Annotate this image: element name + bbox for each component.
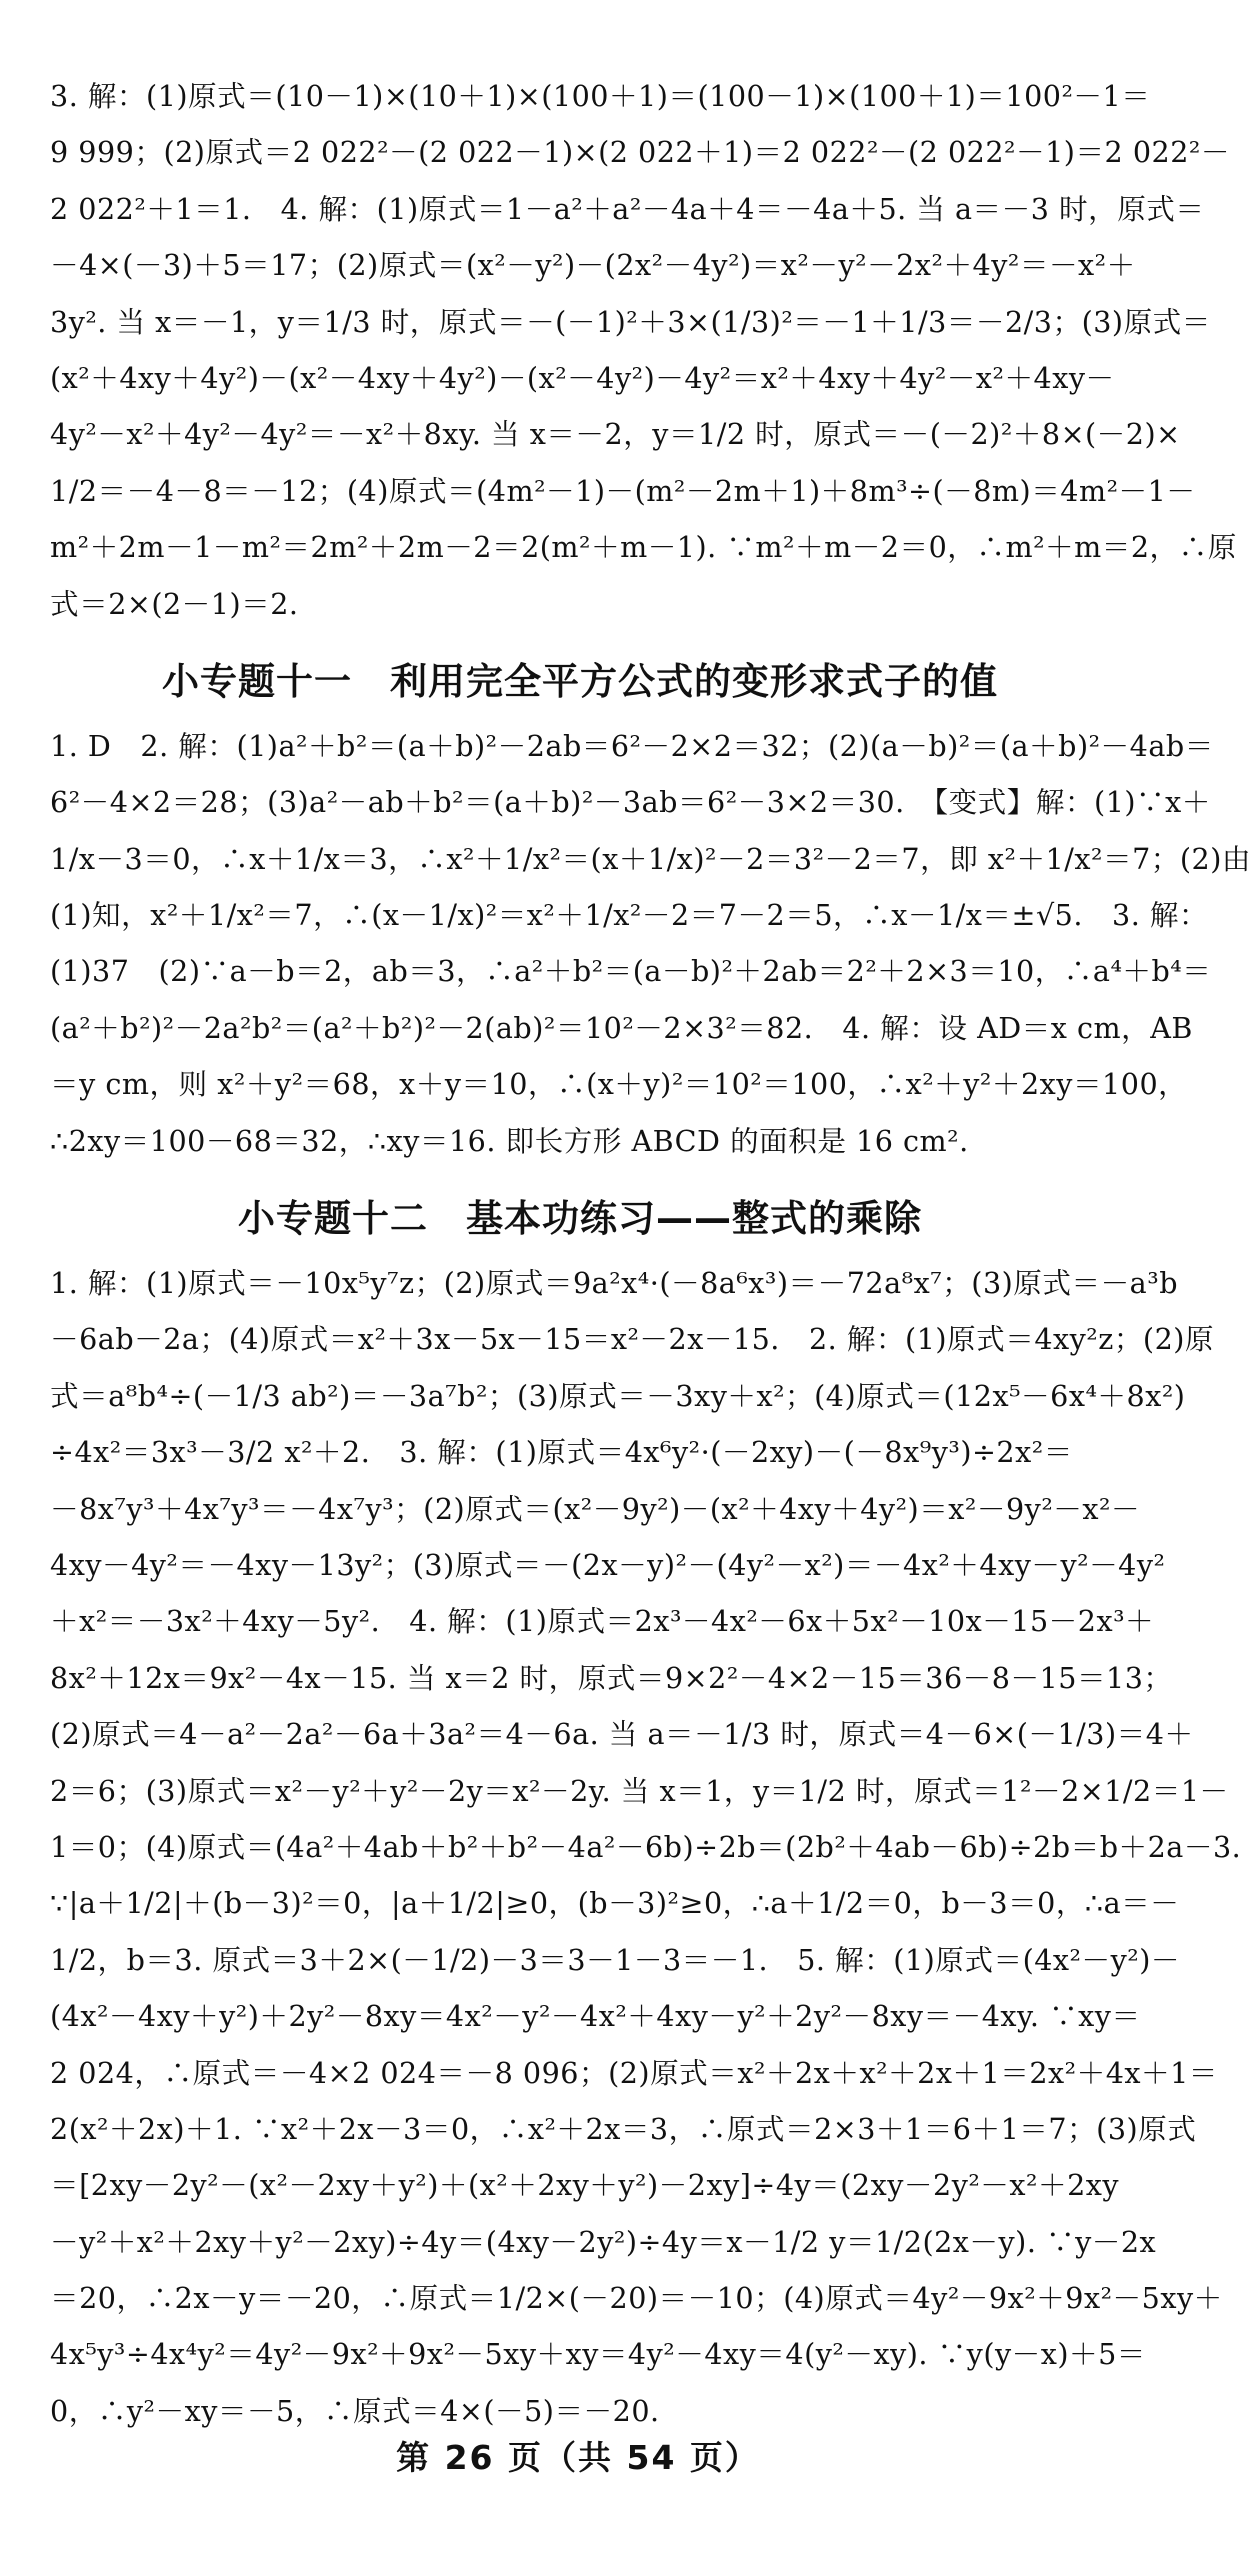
answer-line: －6ab－2a；(4)原式＝x²＋3x－5x－15＝x²－2x－15. 2. 解：(1)原式＝4xy²z；(2)原 (50, 1322, 1215, 1357)
answer-line: ∵|a＋1/2|＋(b－3)²＝0，|a＋1/2|≥0，(b－3)²≥0，∴a＋1/2＝0，b－3＝0，∴a＝－ (50, 1886, 1180, 1921)
answer-line: ＝y cm，则 x²＋y²＝68，x＋y＝10，∴(x＋y)²＝10²＝100，∴x²＋y²＋2xy＝100， (50, 1067, 1188, 1102)
answer-line: 6²－4×2＝28；(3)a²－ab＋b²＝(a＋b)²－3ab＝6²－3×2＝30. 【变式】解：(1)∵x＋ (50, 785, 1211, 820)
answer-line: ÷4x²＝3x³－3/2 x²＋2. 3. 解：(1)原式＝4x⁶y²·(－2xy)－(－8x⁹y³)÷2x²＝ (50, 1435, 1073, 1470)
section-heading-11: 小专题十一 利用完全平方公式的变形求式子的值 (162, 659, 998, 703)
answer-line: (2)原式＝4－a²－2a²－6a＋3a²＝4－6a. 当 a＝－1/3 时，原式＝4－6×(－1/3)＝4＋ (50, 1717, 1194, 1752)
answer-line: 4x⁵y³÷4x⁴y²＝4y²－9x²＋9x²－5xy＋xy＝4y²－4xy＝4(y²－xy). ∵y(y－x)＋5＝ (50, 2337, 1146, 2372)
answer-line: 2(x²＋2x)＋1. ∵x²＋2x－3＝0，∴x²＋2x＝3，∴原式＝2×3＋1＝6＋1＝7；(3)原式 (50, 2111, 1197, 2146)
answer-line: (4x²－4xy＋y²)＋2y²－8xy＝4x²－y²－4x²＋4xy－y²＋2y²－8xy＝－4xy. ∵xy＝ (50, 1999, 1141, 2034)
answer-line: 1/x－3＝0，∴x＋1/x＝3，∴x²＋1/x²＝(x＋1/x)²－2＝3²－2＝7，即 x²＋1/x²＝7；(2)由 (50, 841, 1251, 876)
section-12-answers (50, 1255, 1242, 2439)
answer-line: 1. 解：(1)原式＝－10x⁵y⁷z；(2)原式＝9a²x⁴·(－8a⁶x³)＝－72a⁸x⁷；(3)原式＝－a³b (50, 1266, 1179, 1301)
section-heading-12: 小专题十二 基本功练习——整式的乘除 (238, 1197, 922, 1241)
answer-line: 4y²－x²＋4y²－4y²＝－x²＋8xy. 当 x＝－2，y＝1/2 时，原式＝－(－2)²＋8×(－2)× (50, 417, 1181, 452)
answer-line: (1)知，x²＋1/x²＝7，∴(x－1/x)²＝x²＋1/x²－2＝7－2＝5，∴x－1/x＝±√5. 3. 解： (50, 898, 1209, 933)
answer-line: 式＝2×(2－1)＝2. (50, 586, 299, 621)
answer-line: (a²＋b²)²－2a²b²＝(a²＋b²)²－2(ab)²＝10²－2×3²＝82. 4. 解：设 AD＝x cm，AB (50, 1010, 1193, 1045)
answer-line: 3y². 当 x＝－1，y＝1/3 时，原式＝－(－1)²＋3×(1/3)²＝－1＋1/3＝－2/3；(3)原式＝ (50, 304, 1211, 339)
answer-line: ＝[2xy－2y²－(x²－2xy＋y²)＋(x²＋2xy＋y²)－2xy]÷4y＝(2xy－2y²－x²＋2xy (50, 2168, 1120, 2203)
answer-line: 1＝0；(4)原式＝(4a²＋4ab＋b²＋b²－4a²－6b)÷2b＝(2b²＋4ab－6b)÷2b＝b＋2a－3. (50, 1829, 1242, 1864)
answer-line: －4×(－3)＋5＝17；(2)原式＝(x²－y²)－(2x²－4y²)＝x²－y²－2x²＋4y²＝－x²＋ (50, 248, 1136, 283)
answer-line: 8x²＋12x＝9x²－4x－15. 当 x＝2 时，原式＝9×2²－4×2－15＝36－8－15＝13； (50, 1660, 1173, 1695)
answer-line: －y²＋x²＋2xy＋y²－2xy)÷4y＝(4xy－2y²)÷4y＝x－1/2 y＝1/2(2x－y). ∵y－2x (50, 2224, 1157, 2259)
answer-line: m²＋2m－1－m²＝2m²＋2m－2＝2(m²＋m－1). ∵m²＋m－2＝0，∴m²＋m＝2，∴原 (50, 530, 1237, 565)
answer-line: 1/2，b＝3. 原式＝3＋2×(－1/2)－3＝3－1－3＝－1. 5. 解：(1)原式＝(4x²－y²)－ (50, 1942, 1180, 1977)
section-continued-answers (50, 68, 1237, 632)
answer-line: 9 999；(2)原式＝2 022²－(2 022－1)×(2 022＋1)＝2 022²－(2 022²－1)＝2 022²－ (50, 135, 1230, 170)
answer-line: 3. 解：(1)原式＝(10－1)×(10＋1)×(100＋1)＝(100－1)×(100＋1)＝100²－1＝ (50, 79, 1151, 113)
answer-line: 2 024，∴原式＝－4×2 024＝－8 096；(2)原式＝x²＋2x＋x²＋2x＋1＝2x²＋4x＋1＝ (50, 2055, 1218, 2090)
page-number: 第 26 页（共 54 页） (396, 2438, 760, 2477)
answer-line: ∴2xy＝100－68＝32，∴xy＝16. 即长方形 ABCD 的面积是 16 cm². (50, 1123, 969, 1158)
answer-line: 1/2＝－4－8＝－12；(4)原式＝(4m²－1)－(m²－2m＋1)＋8m³÷(－8m)＝4m²－1－ (50, 473, 1196, 508)
answer-line: (x²＋4xy＋4y²)－(x²－4xy＋4y²)－(x²－4y²)－4y²＝x²＋4xy＋4y²－x²＋4xy－ (50, 360, 1115, 395)
answer-line: 2＝6；(3)原式＝x²－y²＋y²－2y＝x²－2y. 当 x＝1，y＝1/2 时，原式＝1²－2×1/2＝1－ (50, 1773, 1229, 1808)
section-11-answers (50, 718, 1251, 1169)
answer-line: 0，∴y²－xy＝－5，∴原式＝4×(－5)＝－20. (50, 2393, 660, 2428)
answer-line: ＝20，∴2x－y＝－20，∴原式＝1/2×(－20)＝－10；(4)原式＝4y²－9x²＋9x²－5xy＋ (50, 2281, 1223, 2316)
answer-line: 2 022²＋1＝1. 4. 解：(1)原式＝1－a²＋a²－4a＋4＝－4a＋5. 当 a＝－3 时，原式＝ (50, 191, 1205, 226)
answer-line: 4xy－4y²＝－4xy－13y²；(3)原式＝－(2x－y)²－(4y²－x²)＝－4x²＋4xy－y²－4y² (50, 1547, 1166, 1582)
answer-line: ＋x²＝－3x²＋4xy－5y². 4. 解：(1)原式＝2x³－4x²－6x＋5x²－10x－15－2x³＋ (50, 1604, 1155, 1639)
answer-line: 1. D 2. 解：(1)a²＋b²＝(a＋b)²－2ab＝6²－2×2＝32；(2)(a－b)²＝(a＋b)²－4ab＝ (50, 728, 1214, 763)
answer-line: 式＝a⁸b⁴÷(－1/3 ab²)＝－3a⁷b²；(3)原式＝－3xy＋x²；(4)原式＝(12x⁵－6x⁴＋8x²) (50, 1378, 1186, 1413)
answer-line: －8x⁷y³＋4x⁷y³＝－4x⁷y³；(2)原式＝(x²－9y²)－(x²＋4xy＋4y²)＝x²－9y²－x²－ (50, 1491, 1141, 1526)
answer-line: (1)37 (2)∵a－b＝2，ab＝3，∴a²＋b²＝(a－b)²＋2ab＝2²＋2×3＝10，∴a⁴＋b⁴＝ (50, 954, 1212, 989)
